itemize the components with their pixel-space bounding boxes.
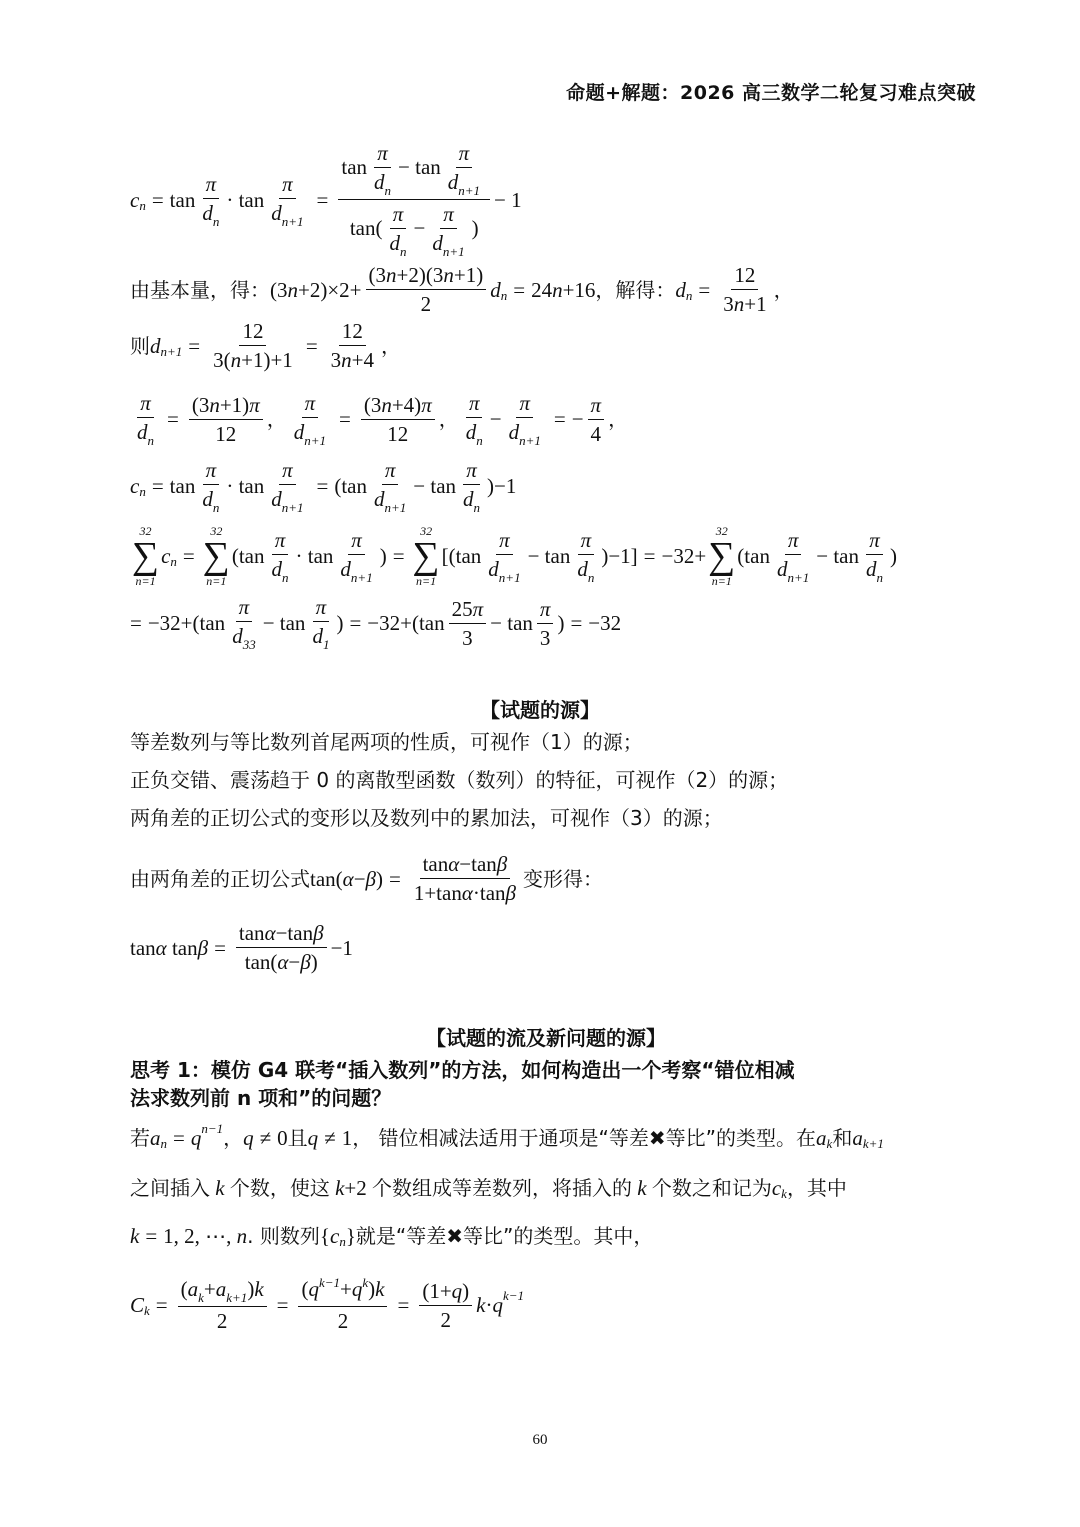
think-question-line-2: 法求数列前 n 项和”的问题？	[130, 1086, 392, 1110]
formula-sum: 32 ∑ n=1 c n = 32 ∑ n=1 (tan $\frac{\pi}{d_n}$ · tan $\frac{\pi}{d_{n+1}}$ ) = 32 ∑ n=1 [(tan $\frac{\pi}{d_{n+1}}$ − tan $\frac{\pi}{d_n}$ )−1] = −32+ 32 ∑ n=1 (tan $\frac{\pi}{d_{n+1}}$ − tan $\frac{\pi}{d_n}$ )	[132, 524, 897, 588]
formula-ck: C k = $\frac{(a_k+a_{k+1})k}{2}$ = $\frac{(q^{k-1}+q^k)k}{2}$ = $\frac{(1+q)}{2}$ k · q k−1	[130, 1275, 525, 1333]
qcond-tail: ， 错位相减法适用于通项是“等差✖等比”的类型。在	[352, 1126, 817, 1150]
qizhong-label: ，其中	[786, 1176, 847, 1200]
comma: ，	[773, 277, 794, 302]
qcond-comma: ，	[223, 1126, 244, 1150]
formula-cn-simplified: c n = tan $\frac{\pi}{d_n}$ · tan $\frac{\pi}{d_{n+1}}$ = (tan $\frac{\pi}{d_{n+1}}$ − tan $\frac{\pi}{d_n}$ )−1	[130, 458, 517, 515]
formula-cn-definition: c n = tan $\frac{\pi}{d_n}$ · tan $\frac{\pi}{d_{n+1}}$ = tan $\frac{\pi}{d_n}$ − tan $\frac{\pi}{d_{n+1}}$ tan( $\frac{\pi}{d_n}$ − $\frac{\pi}{d_{n+1}}$ ) − 1	[130, 141, 522, 259]
k-count-tail: 个数，使这	[229, 1176, 330, 1200]
basic-label: 由基本量，得：	[130, 277, 270, 302]
formula-pi-over-d: $\frac{\pi}{d_n}$ = $\frac{(3n+1)\pi}{12}$ ， $\frac{\pi}{d_{n+1}}$ = $\frac{(3n+4)\pi}{12}$ ， $\frac{\pi}{d_n}$ − $\frac{\pi}{d_{n+1}}$ = − $\frac{\pi}{4}$ ，	[137, 391, 629, 448]
solve-label: ，解得：	[595, 277, 676, 302]
between-label: 之间插入	[130, 1176, 210, 1200]
condition-line: 若 a n = q n−1 ， q ≠ 0 且 q ≠ 1 ， 错位相减法适用于通项是“等差✖等比”的类型。在 a k 和 a k+1	[130, 1121, 884, 1151]
p4-before: 由两角差的正切公式	[130, 866, 310, 891]
paragraph-3: 两角差的正切公式的变形以及数列中的累加法，可视作（3）的源；	[130, 806, 723, 830]
comma: ，	[266, 407, 287, 431]
page-number: 60	[532, 1432, 548, 1448]
ruo-label: 若	[130, 1126, 150, 1150]
jiushi-label: 就是“等差✖等比”的类型。其中，	[355, 1224, 654, 1248]
formula-d-n-plus-1: 则 d n+1 = $\frac{12}{3(n+1)+1}$ = $\frac{12}{3n+4}$ ，	[130, 319, 401, 372]
think-question-line-1: 思考 1：模仿 G4 联考“插入数列”的方法，如何构造出一个考察“错位相减	[130, 1058, 795, 1082]
sum-tail: 个数之和记为	[651, 1176, 772, 1200]
paragraph-2: 正负交错、震荡趋于 0 的离散型函数（数列）的特征，可视作（2）的源；	[130, 768, 789, 792]
comma: ，	[381, 333, 401, 358]
then-seq: . 则数列	[247, 1224, 320, 1248]
paragraph-1: 等差数列与等比数列首尾两项的性质，可视作（1）的源；	[130, 730, 643, 754]
section-title-flow: 【试题的流及新问题的源】	[426, 1026, 666, 1050]
comma: ，	[438, 407, 459, 431]
p4-after: 变形得：	[523, 866, 603, 891]
k-range-line: k = 1, 2, ⋯, n . 则数列 { c n } 就是“等差✖等比”的类型。其中，	[130, 1224, 654, 1249]
section-title-source: 【试题的源】	[480, 698, 600, 722]
formula-sum-result: = −32+(tan $\frac{\pi}{d_{33}}$ − tan $\frac{\pi}{d_1}$ ) = −32+(tan $\frac{25\pi}{3}$ − tan $\frac{\pi}{3}$ ) = −32	[130, 595, 622, 652]
he-label: 和	[832, 1126, 853, 1150]
running-header: 命题+解题：2026 高三数学二轮复习难点突破	[566, 82, 976, 104]
insert-line: 之间插入 k 个数，使这 k +2 个数组成等差数列，将插入的 k 个数之和记为 c k ，其中	[130, 1176, 847, 1201]
then-label: 则	[130, 333, 150, 358]
formula-tangent-difference: 由两角差的正切公式 tan( α − β ) = $\frac{\tan\alpha-\tan\beta}{1+\tan\alpha\cdot\tan\beta}$ 变形得：	[130, 852, 603, 905]
formula-tangent-product: tan α tan β = $\frac{\tan\alpha-\tan\beta}{\tan(\alpha-\beta)}$ −1	[130, 921, 353, 974]
k2-tail: 个数组成等差数列，将插入的	[372, 1176, 632, 1200]
qcond-and: 且	[287, 1126, 308, 1150]
comma: ，	[608, 407, 629, 431]
formula-basic-quantity: 由基本量，得： (3 n +2)×2+ $\frac{(3n+2)(3n+1)}{2}$ d n = 24 n +16 ，解得： d n = $\frac{12}{3n+1}$ ，	[130, 263, 794, 316]
